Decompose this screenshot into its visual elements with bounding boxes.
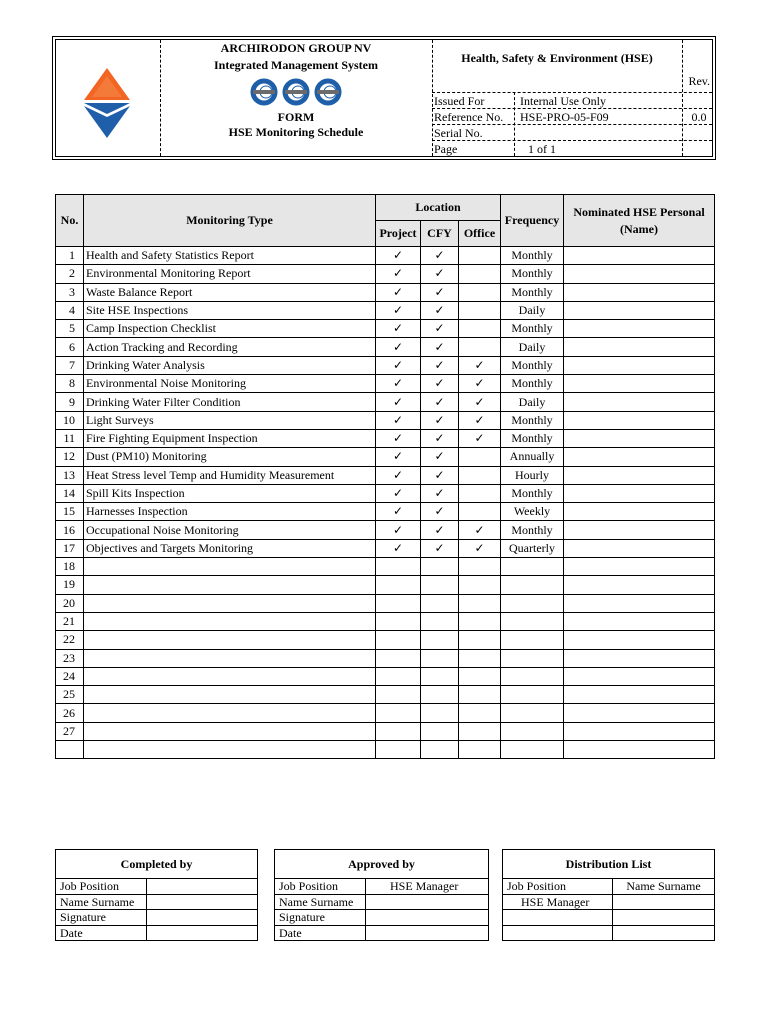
frequency-cell: Monthly (501, 320, 564, 338)
signoff-value (366, 910, 489, 926)
table-row (56, 503, 715, 521)
frequency-cell (501, 722, 564, 740)
monitoring-type-cell (84, 558, 376, 576)
col-cfy-header: CFY (421, 221, 459, 247)
table-row (56, 521, 715, 539)
distribution-list-title: Distribution List (503, 850, 715, 879)
frequency-cell: Monthly (501, 356, 564, 374)
issued-for-label: Issued For (434, 94, 485, 108)
row-number: 2 (56, 265, 84, 283)
col-personal-header: Nominated HSE Personal (Name) (564, 195, 715, 247)
row-number: 7 (56, 356, 84, 374)
project-check (376, 631, 421, 649)
monitoring-type-cell (84, 612, 376, 630)
row-number: 8 (56, 375, 84, 393)
nominated-person-cell (564, 704, 715, 722)
nominated-person-cell (564, 594, 715, 612)
cfy-check (421, 631, 459, 649)
cfy-check (421, 594, 459, 612)
signoff-label: Job Position (503, 879, 613, 895)
table-row (56, 612, 715, 630)
office-check (459, 265, 501, 283)
row-number (56, 741, 84, 759)
monitoring-type-cell: Camp Inspection Checklist (84, 320, 376, 338)
signoff-row (275, 925, 489, 941)
monitoring-type-cell (84, 594, 376, 612)
monitoring-type-cell: Fire Fighting Equipment Inspection (84, 429, 376, 447)
office-check: ✓ (459, 411, 501, 429)
table-row (56, 429, 715, 447)
row-number: 1 (56, 247, 84, 265)
office-check (459, 320, 501, 338)
table-row (56, 301, 715, 319)
table-row (56, 356, 715, 374)
signoff-value (366, 894, 489, 910)
row-number: 11 (56, 429, 84, 447)
nominated-person-cell (564, 356, 715, 374)
project-check: ✓ (376, 429, 421, 447)
nominated-person-cell (564, 320, 715, 338)
row-number: 27 (56, 722, 84, 740)
nominated-person-cell (564, 722, 715, 740)
signoff-value (613, 894, 715, 910)
monitoring-type-cell: Health and Safety Statistics Report (84, 247, 376, 265)
table-row (56, 576, 715, 594)
monitoring-type-cell (84, 576, 376, 594)
table-row (56, 484, 715, 502)
office-check (459, 649, 501, 667)
col-office-header: Office (459, 221, 501, 247)
monitoring-type-cell: Dust (PM10) Monitoring (84, 448, 376, 466)
table-row (56, 247, 715, 265)
frequency-cell (501, 594, 564, 612)
frequency-cell: Quarterly (501, 539, 564, 557)
cfy-check: ✓ (421, 484, 459, 502)
nominated-person-cell (564, 521, 715, 539)
row-number: 17 (56, 539, 84, 557)
row-number: 25 (56, 686, 84, 704)
cfy-check (421, 649, 459, 667)
cfy-check: ✓ (421, 521, 459, 539)
nominated-person-cell (564, 503, 715, 521)
nominated-person-cell (564, 539, 715, 557)
frequency-cell (501, 704, 564, 722)
company-name: ARCHIRODON GROUP NV (220, 41, 372, 55)
cfy-check (421, 667, 459, 685)
frequency-cell (501, 686, 564, 704)
signoff-value (147, 894, 258, 910)
issued-for-value: Internal Use Only (520, 94, 606, 108)
office-check (459, 704, 501, 722)
cfy-check (421, 686, 459, 704)
office-check (459, 594, 501, 612)
signoff-value (147, 910, 258, 926)
cfy-check: ✓ (421, 539, 459, 557)
signoff-row (56, 894, 258, 910)
frequency-cell: Daily (501, 393, 564, 411)
office-check (459, 301, 501, 319)
rev-value: 0.0 (691, 110, 707, 124)
project-check: ✓ (376, 356, 421, 374)
monitoring-type-cell (84, 741, 376, 759)
nominated-person-cell (564, 741, 715, 759)
project-check: ✓ (376, 521, 421, 539)
office-check (459, 631, 501, 649)
signoff-label: Job Position (275, 879, 366, 895)
table-row (56, 320, 715, 338)
table-row (56, 667, 715, 685)
frequency-cell (501, 741, 564, 759)
col-no-header: No. (56, 195, 84, 247)
project-check (376, 558, 421, 576)
office-check (459, 612, 501, 630)
cfy-check (421, 704, 459, 722)
nominated-person-cell (564, 448, 715, 466)
monitoring-type-cell: Site HSE Inspections (84, 301, 376, 319)
table-row (56, 594, 715, 612)
row-number: 10 (56, 411, 84, 429)
nominated-person-cell (564, 429, 715, 447)
project-check (376, 741, 421, 759)
certification-badges-icon (249, 77, 343, 107)
frequency-cell (501, 576, 564, 594)
frequency-cell: Monthly (501, 283, 564, 301)
cfy-check (421, 576, 459, 594)
form-label: FORM (277, 110, 315, 124)
signoff-row (275, 879, 489, 895)
project-check (376, 649, 421, 667)
nominated-person-cell (564, 649, 715, 667)
office-check (459, 484, 501, 502)
office-check (459, 722, 501, 740)
project-check (376, 686, 421, 704)
nominated-person-cell (564, 247, 715, 265)
monitoring-type-cell: Light Surveys (84, 411, 376, 429)
signoff-label: Name Surname (275, 894, 366, 910)
table-row (56, 686, 715, 704)
page-value: 1 of 1 (528, 142, 556, 156)
nominated-person-cell (564, 466, 715, 484)
nominated-person-cell (564, 393, 715, 411)
monitoring-type-cell: Harnesses Inspection (84, 503, 376, 521)
archirodon-logo-icon (84, 68, 130, 138)
cfy-check (421, 558, 459, 576)
signoff-row (56, 925, 258, 941)
cfy-check: ✓ (421, 356, 459, 374)
signoff-value (147, 925, 258, 941)
frequency-cell: Monthly (501, 521, 564, 539)
cfy-check: ✓ (421, 283, 459, 301)
nominated-person-cell (564, 686, 715, 704)
signoff-label: Signature (275, 910, 366, 926)
row-number: 9 (56, 393, 84, 411)
row-number: 22 (56, 631, 84, 649)
frequency-cell: Monthly (501, 429, 564, 447)
nominated-person-cell (564, 631, 715, 649)
frequency-cell (501, 558, 564, 576)
signoff-label: Job Position (56, 879, 147, 895)
office-check: ✓ (459, 521, 501, 539)
office-check (459, 466, 501, 484)
nominated-person-cell (564, 558, 715, 576)
frequency-cell: Monthly (501, 265, 564, 283)
signoff-row (275, 910, 489, 926)
monitoring-type-cell (84, 649, 376, 667)
table-row (56, 448, 715, 466)
row-number: 24 (56, 667, 84, 685)
signoff-value (147, 879, 258, 895)
cfy-check: ✓ (421, 375, 459, 393)
cfy-check: ✓ (421, 448, 459, 466)
monitoring-type-cell: Waste Balance Report (84, 283, 376, 301)
row-number: 4 (56, 301, 84, 319)
col-frequency-header: Frequency (501, 195, 564, 247)
signoff-row (56, 910, 258, 926)
table-row (56, 722, 715, 740)
table-row (56, 411, 715, 429)
frequency-cell (501, 649, 564, 667)
row-number: 21 (56, 612, 84, 630)
signoff-label: Date (56, 925, 147, 941)
monitoring-type-cell: Drinking Water Analysis (84, 356, 376, 374)
table-row (56, 283, 715, 301)
monitoring-type-cell: Drinking Water Filter Condition (84, 393, 376, 411)
signoff-label: Date (275, 925, 366, 941)
table-row (56, 741, 715, 759)
completed-by-table (55, 849, 258, 941)
project-check: ✓ (376, 503, 421, 521)
reference-label: Reference No. (434, 110, 504, 124)
project-check (376, 722, 421, 740)
nominated-person-cell (564, 612, 715, 630)
nominated-person-cell (564, 375, 715, 393)
monitoring-type-cell (84, 631, 376, 649)
nominated-person-cell (564, 667, 715, 685)
signoff-label (503, 925, 613, 941)
monitoring-type-cell: Action Tracking and Recording (84, 338, 376, 356)
col-monitoring-type-header: Monitoring Type (84, 195, 376, 247)
project-check: ✓ (376, 411, 421, 429)
monitoring-type-cell: Heat Stress level Temp and Humidity Measurement (84, 466, 376, 484)
frequency-cell (501, 612, 564, 630)
signoff-value: Name Surname (613, 879, 715, 895)
row-number: 20 (56, 594, 84, 612)
col-project-header: Project (376, 221, 421, 247)
row-number: 16 (56, 521, 84, 539)
project-check: ✓ (376, 484, 421, 502)
row-number: 13 (56, 466, 84, 484)
office-check (459, 576, 501, 594)
project-check (376, 594, 421, 612)
monitoring-type-cell (84, 686, 376, 704)
signoff-label: Name Surname (56, 894, 147, 910)
frequency-cell: Daily (501, 338, 564, 356)
table-row (56, 631, 715, 649)
nominated-person-cell (564, 338, 715, 356)
divider (432, 92, 712, 93)
monitoring-type-cell: Objectives and Targets Monitoring (84, 539, 376, 557)
header-frame (55, 39, 713, 157)
nominated-person-cell (564, 301, 715, 319)
office-check (459, 503, 501, 521)
row-number: 26 (56, 704, 84, 722)
table-row (56, 649, 715, 667)
cfy-check: ✓ (421, 301, 459, 319)
signoff-row (56, 879, 258, 895)
signoff-value (366, 925, 489, 941)
signoff-label: HSE Manager (503, 894, 613, 910)
row-number: 12 (56, 448, 84, 466)
divider (682, 40, 683, 156)
office-check: ✓ (459, 429, 501, 447)
col-location-header: Location (376, 195, 501, 221)
monitoring-schedule-table (55, 194, 715, 759)
cfy-check: ✓ (421, 411, 459, 429)
project-check: ✓ (376, 539, 421, 557)
table-row (56, 265, 715, 283)
monitoring-type-cell: Environmental Noise Monitoring (84, 375, 376, 393)
project-check: ✓ (376, 448, 421, 466)
table-row (56, 393, 715, 411)
cfy-check: ✓ (421, 466, 459, 484)
nominated-person-cell (564, 283, 715, 301)
office-check (459, 741, 501, 759)
project-check: ✓ (376, 283, 421, 301)
project-check (376, 612, 421, 630)
signoff-row (503, 925, 715, 941)
signoff-row (275, 894, 489, 910)
nominated-person-cell (564, 411, 715, 429)
office-check (459, 247, 501, 265)
frequency-cell: Monthly (501, 375, 564, 393)
frequency-cell: Daily (501, 301, 564, 319)
cfy-check (421, 612, 459, 630)
monitoring-type-cell: Occupational Noise Monitoring (84, 521, 376, 539)
system-name: Integrated Management System (214, 58, 378, 72)
cfy-check (421, 741, 459, 759)
document-header (52, 36, 716, 160)
signoff-row (503, 879, 715, 895)
row-number: 14 (56, 484, 84, 502)
project-check: ✓ (376, 320, 421, 338)
row-number: 19 (56, 576, 84, 594)
page-label: Page (434, 142, 458, 156)
nominated-person-cell (564, 265, 715, 283)
table-row (56, 338, 715, 356)
row-number: 18 (56, 558, 84, 576)
office-check: ✓ (459, 356, 501, 374)
office-check (459, 448, 501, 466)
project-check: ✓ (376, 338, 421, 356)
department-title: Health, Safety & Environment (HSE) (461, 51, 653, 65)
frequency-cell (501, 667, 564, 685)
project-check: ✓ (376, 247, 421, 265)
cfy-check: ✓ (421, 429, 459, 447)
signoff-value: HSE Manager (366, 879, 489, 895)
signoff-label (503, 910, 613, 926)
project-check (376, 704, 421, 722)
cfy-check: ✓ (421, 265, 459, 283)
office-check: ✓ (459, 393, 501, 411)
office-check (459, 558, 501, 576)
frequency-cell: Annually (501, 448, 564, 466)
monitoring-type-cell: Spill Kits Inspection (84, 484, 376, 502)
frequency-cell (501, 631, 564, 649)
nominated-person-cell (564, 576, 715, 594)
approved-by-table (274, 849, 489, 941)
table-row (56, 375, 715, 393)
project-check (376, 667, 421, 685)
frequency-cell: Weekly (501, 503, 564, 521)
table-row (56, 704, 715, 722)
project-check: ✓ (376, 301, 421, 319)
cfy-check: ✓ (421, 393, 459, 411)
row-number: 3 (56, 283, 84, 301)
nominated-person-cell (564, 484, 715, 502)
monitoring-type-cell (84, 722, 376, 740)
cfy-check: ✓ (421, 338, 459, 356)
form-title: HSE Monitoring Schedule (228, 125, 364, 139)
signoff-label: Signature (56, 910, 147, 926)
signoff-row (503, 894, 715, 910)
signoff-value (613, 925, 715, 941)
row-number: 15 (56, 503, 84, 521)
office-check (459, 667, 501, 685)
project-check: ✓ (376, 393, 421, 411)
serial-label: Serial No. (434, 126, 483, 140)
frequency-cell: Monthly (501, 411, 564, 429)
office-check (459, 283, 501, 301)
reference-value: HSE-PRO-05-F09 (520, 110, 609, 124)
signoff-row (503, 910, 715, 926)
cfy-check (421, 722, 459, 740)
completed-by-title: Completed by (56, 850, 258, 879)
table-row (56, 539, 715, 557)
approved-by-title: Approved by (275, 850, 489, 879)
monitoring-type-cell: Environmental Monitoring Report (84, 265, 376, 283)
frequency-cell: Hourly (501, 466, 564, 484)
office-check (459, 338, 501, 356)
rev-label: Rev. (688, 74, 710, 88)
project-check: ✓ (376, 466, 421, 484)
row-number: 5 (56, 320, 84, 338)
table-row (56, 558, 715, 576)
project-check: ✓ (376, 375, 421, 393)
cfy-check: ✓ (421, 247, 459, 265)
frequency-cell: Monthly (501, 247, 564, 265)
monitoring-type-cell (84, 667, 376, 685)
office-check (459, 686, 501, 704)
row-number: 23 (56, 649, 84, 667)
distribution-list-table (502, 849, 715, 941)
office-check: ✓ (459, 539, 501, 557)
frequency-cell: Monthly (501, 484, 564, 502)
office-check: ✓ (459, 375, 501, 393)
table-row (56, 466, 715, 484)
project-check: ✓ (376, 265, 421, 283)
monitoring-type-cell (84, 704, 376, 722)
row-number: 6 (56, 338, 84, 356)
signoff-value (613, 910, 715, 926)
cfy-check: ✓ (421, 503, 459, 521)
project-check (376, 576, 421, 594)
cfy-check: ✓ (421, 320, 459, 338)
